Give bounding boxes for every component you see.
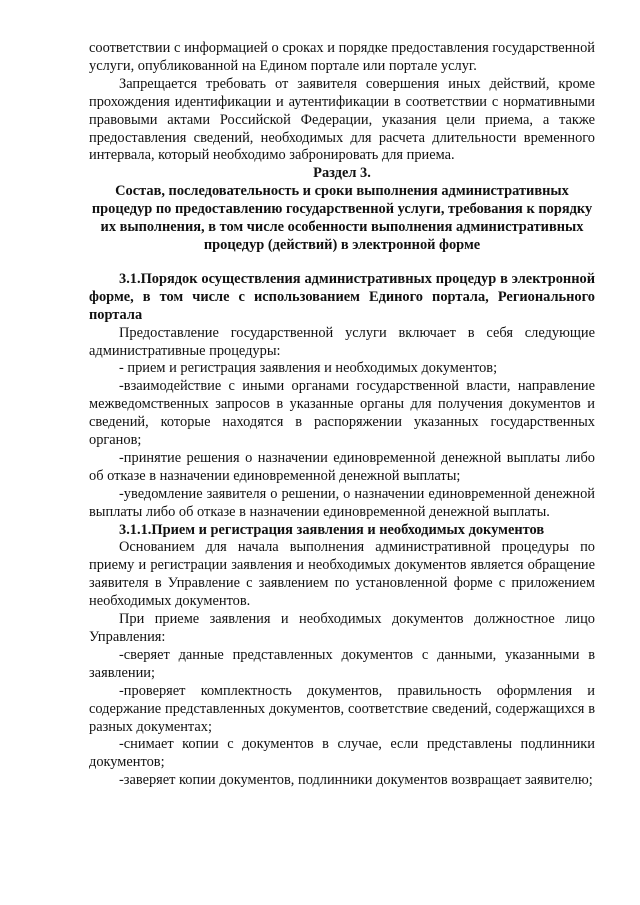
list-item-reception: - прием и регистрация заявления и необходимых документов;	[119, 360, 498, 377]
list-item-interaction: -взаимодействие с иными органами государственной власти, направление межведомственных запросов в указанные органы для получения документов и сведений, которые находятся в распоряжении указанных государственных органов;	[89, 378, 595, 449]
list-item-notification: -уведомление заявителя о решении, о назначении единовременной денежной выплаты либо об отказе в назначении единовременной денежной выплаты.	[89, 485, 595, 520]
list-item-make-copies: -снимает копии с документов в случае, если представлены подлинники документов;	[89, 736, 595, 771]
paragraph-procedures-intro: Предоставление государственной услуги включает в себя следующие административные процедуры:	[89, 324, 595, 359]
section-title: Состав, последовательность и сроки выполнения административных процедур по предоставлению государственной услуги, требования к порядку их выполнения, в том числе особенности выполнения административных процедур (действий) в электронной форме	[91, 183, 593, 253]
list-item-verify-data: -сверяет данные представленных документов с данными, указанными в заявлении;	[89, 646, 595, 681]
list-item-decision: -принятие решения о назначении единовременной денежной выплаты либо об отказе в назначении единовременной денежной выплаты;	[89, 449, 595, 484]
paragraph-prohibition: Запрещается требовать от заявителя совершения иных действий, кроме прохождения идентификации и аутентификации в соответствии с нормативными правовыми актами Российской Федерации, указания цели приема, а также предоставления сведений, необходимых для расчета длительности временного интервала, который необходимо забронировать для приема.	[89, 75, 595, 164]
paragraph-official-duties-intro: При приеме заявления и необходимых документов должностное лицо Управления:	[89, 611, 595, 645]
document-page	[89, 40, 595, 790]
paragraph-portal-info: соответствии с информацией о сроках и порядке предоставления государственной услуги, опубликованной на Едином портале или портале услуг.	[89, 40, 595, 74]
section-number: Раздел 3.	[313, 165, 371, 182]
list-item-certify-copies: -заверяет копии документов, подлинники документов возвращает заявителю;	[119, 772, 593, 789]
list-item-check-completeness: -проверяет комплектность документов, правильность оформления и содержание представленных документов, соответствие сведений, содержащихся в разных документах;	[89, 682, 595, 735]
subsection-3-1-heading: 3.1.Порядок осуществления административных процедур в электронной форме, в том числе с использованием Единого портала, Регионального портала	[89, 270, 595, 323]
paragraph-grounds: Основанием для начала выполнения административной процедуры по приему и регистрации заявления и необходимых документов является обращение заявителя в Управление с заявлением по установленной форме с приложением необходимых документов.	[89, 539, 595, 610]
subsection-3-1-1-heading: 3.1.1.Прием и регистрация заявления и необходимых документов	[119, 521, 545, 538]
